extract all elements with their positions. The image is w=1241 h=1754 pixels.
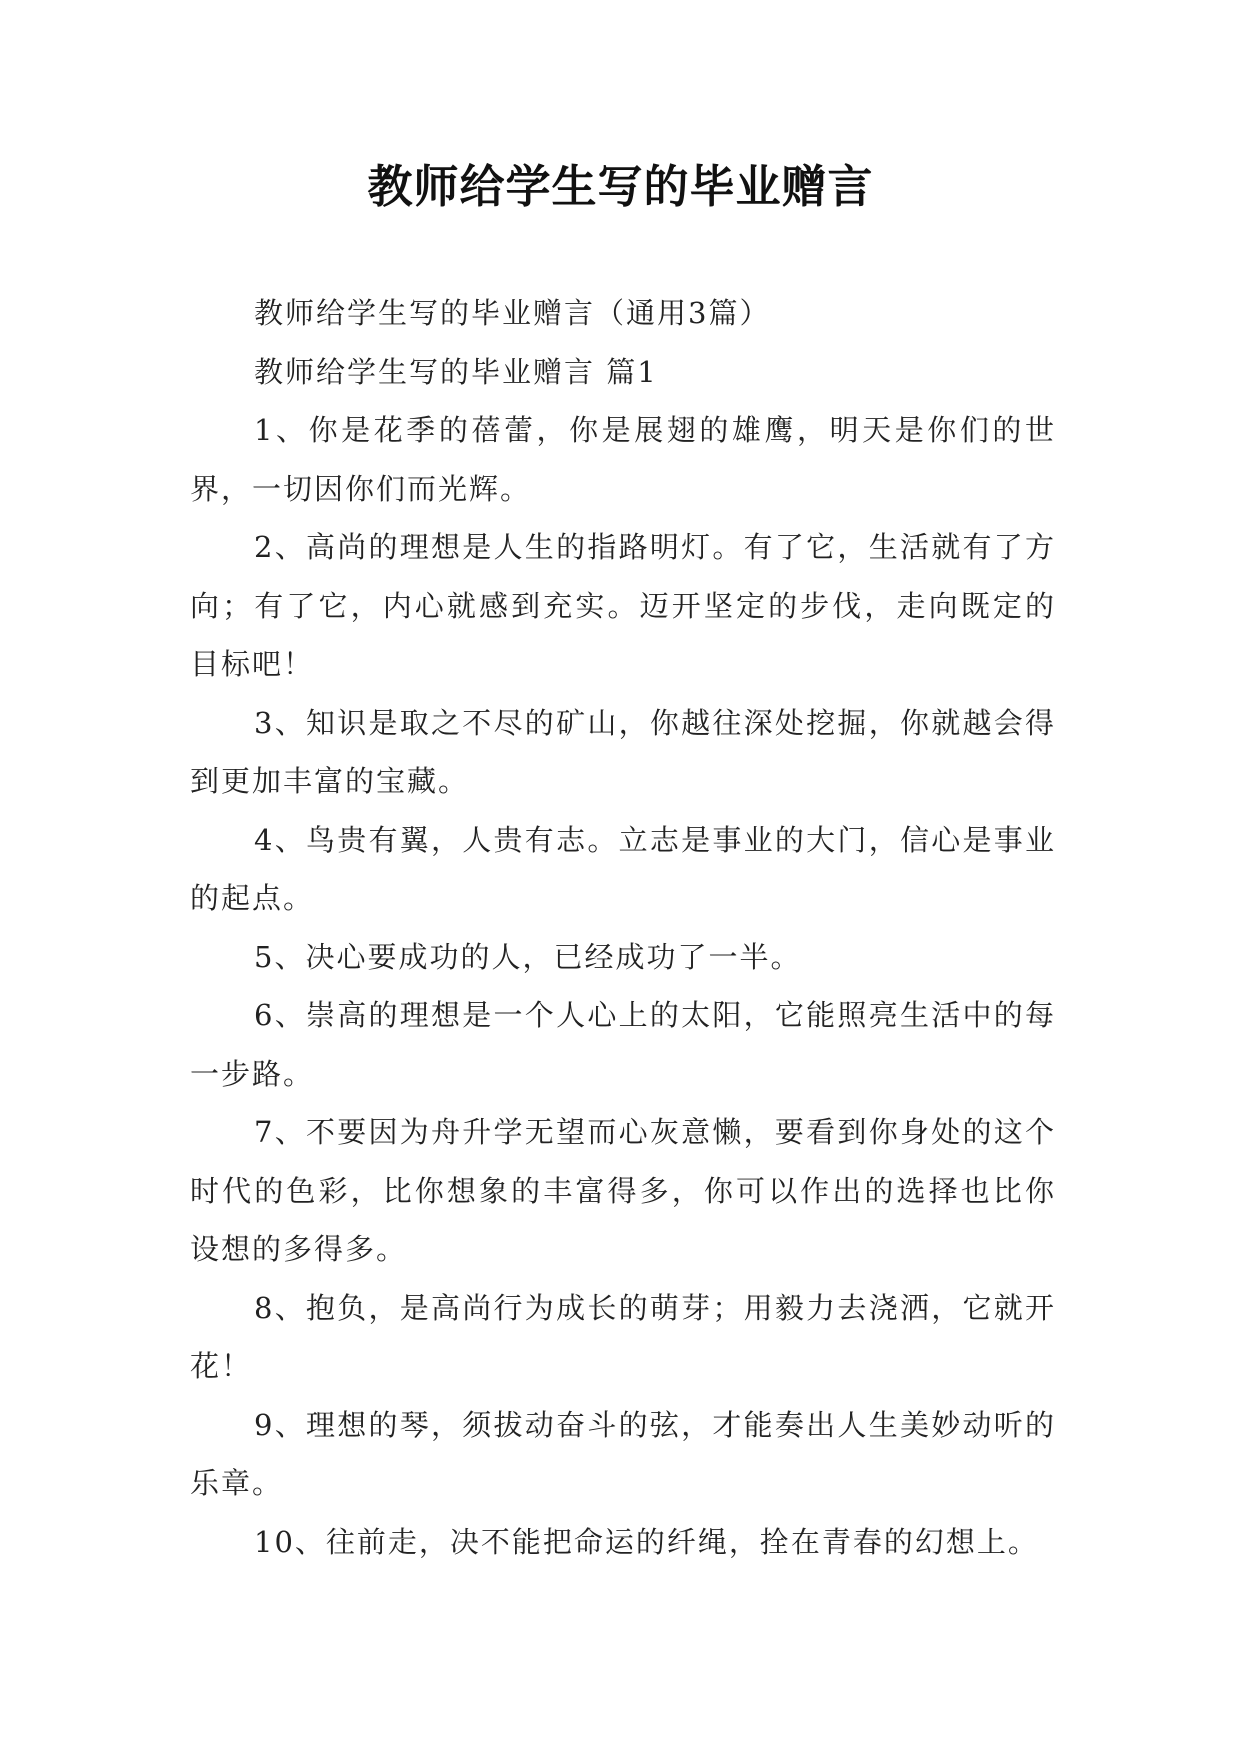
document-title: 教师给学生写的毕业赠言 bbox=[367, 160, 874, 213]
section-heading: 教师给学生写的毕业赠言 篇1 bbox=[254, 354, 658, 389]
paragraph: 9、理想的琴，须拔动奋斗的弦，才能奏出人生美妙动听的乐章。 bbox=[190, 1407, 1056, 1500]
document-body bbox=[190, 284, 1056, 1571]
paragraph: 3、知识是取之不尽的矿山，你越往深处挖掘，你就越会得到更加丰富的宝藏。 bbox=[190, 705, 1056, 798]
paragraph: 7、不要因为舟升学无望而心灰意懒，要看到你身处的这个时代的色彩，比你想象的丰富得多，你可以作出的选择也比你设想的多得多。 bbox=[190, 1115, 1056, 1266]
paragraph: 8、抱负，是高尚行为成长的萌芽；用毅力去浇洒，它就开花！ bbox=[190, 1290, 1056, 1383]
subtitle-paragraph: 教师给学生写的毕业赠言（通用3篇） bbox=[254, 296, 771, 330]
paragraph: 5、决心要成功的人，已经成功了一半。 bbox=[254, 939, 802, 974]
paragraph: 10、往前走，决不能把命运的纤绳，拴在青春的幻想上。 bbox=[254, 1524, 1039, 1559]
paragraph: 1、你是花季的蓓蕾，你是展翅的雄鹰，明天是你们的世界，一切因你们而光辉。 bbox=[190, 413, 1056, 506]
paragraph: 2、高尚的理想是人生的指路明灯。有了它，生活就有了方向；有了它，内心就感到充实。迈开坚定的步伐，走向既定的目标吧！ bbox=[190, 530, 1056, 681]
paragraph: 4、鸟贵有翼，人贵有志。立志是事业的大门，信心是事业的起点。 bbox=[190, 822, 1056, 915]
paragraph: 6、崇高的理想是一个人心上的太阳，它能照亮生活中的每一步路。 bbox=[190, 998, 1056, 1091]
